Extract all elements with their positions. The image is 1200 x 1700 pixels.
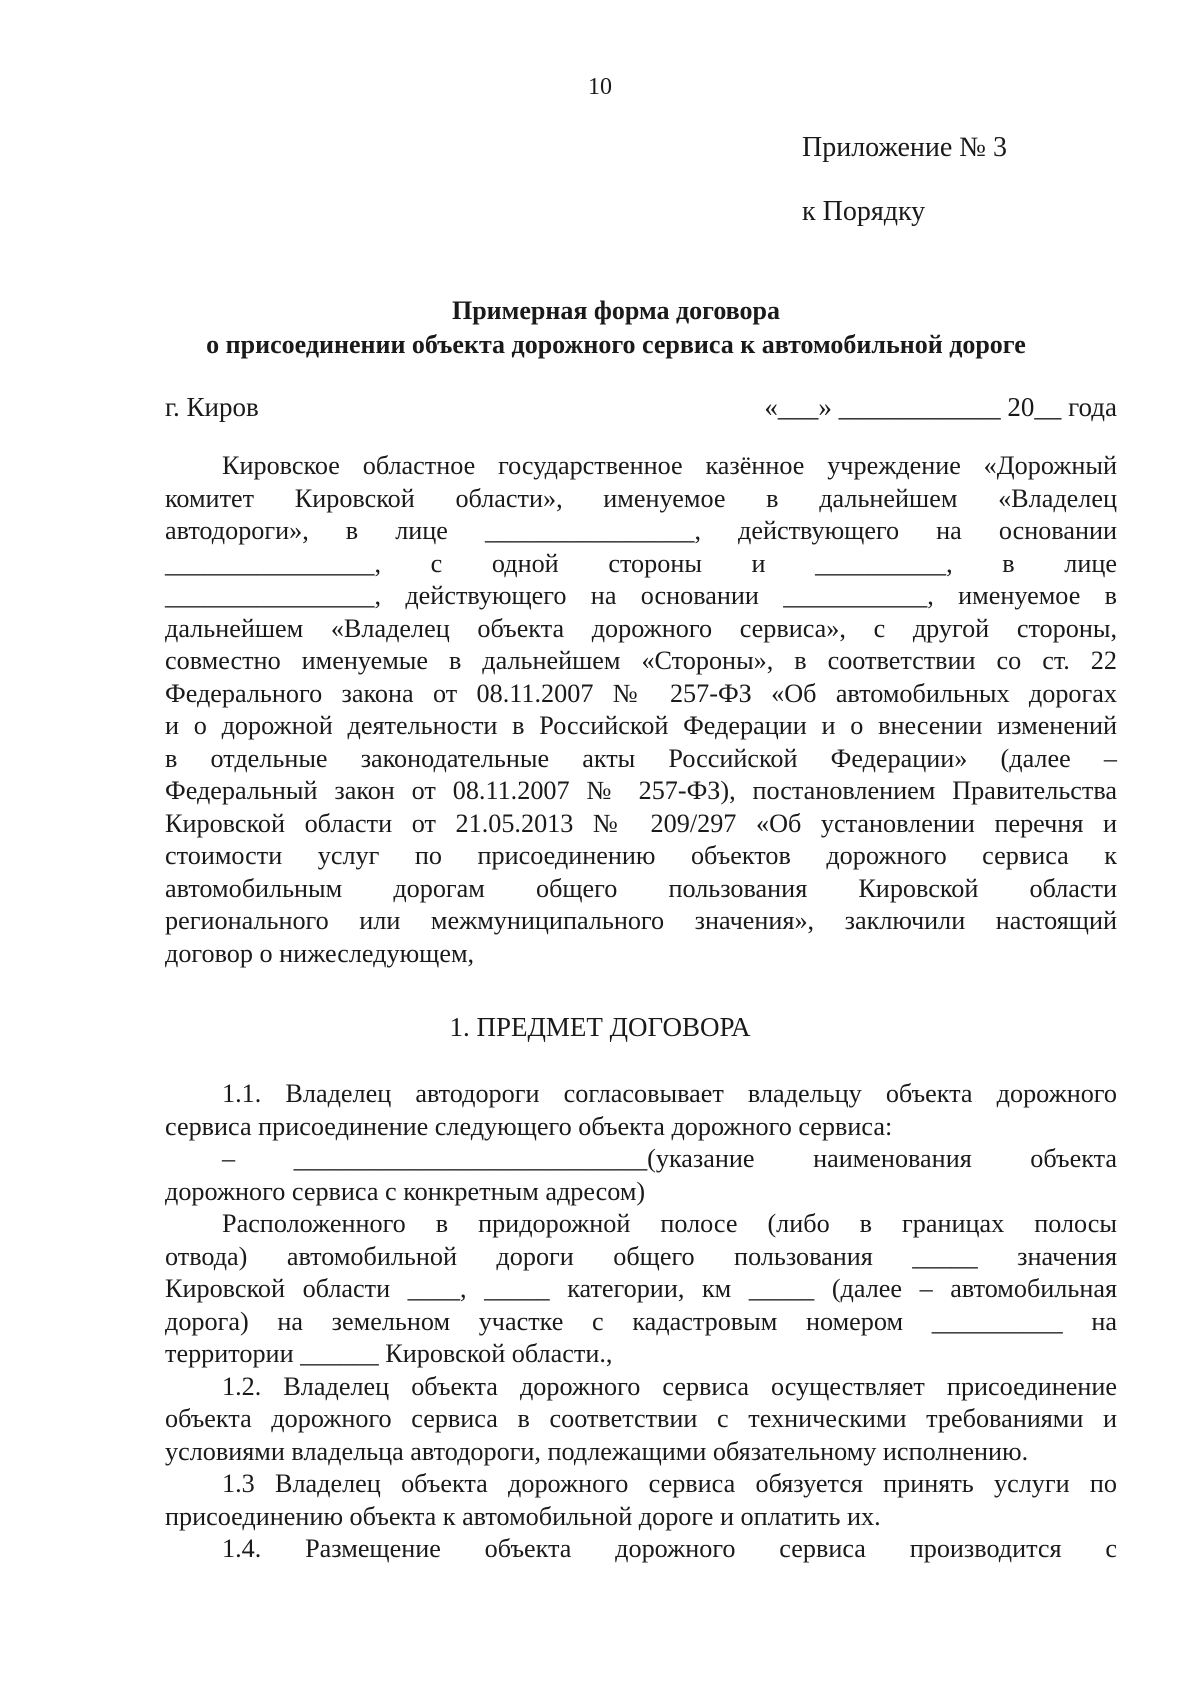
text-line: договор о нижеследующем, — [165, 938, 475, 968]
text-line: Федеральный закон от 08.11.2007 № 257-ФЗ), постановлением Правительства — [165, 776, 1117, 805]
clause-1-1-line: Расположенного в придорожной полосе (либо в границах полосы — [222, 1209, 1117, 1238]
preamble-paragraph — [165, 450, 1117, 970]
section-heading: 1. ПРЕДМЕТ ДОГОВОРА — [449, 1012, 751, 1042]
contract-date: «___» ____________ 20__ года — [764, 392, 1117, 422]
appendix-reference: к Порядку — [802, 196, 926, 227]
appendix-label: Приложение № 3 — [802, 132, 1007, 163]
text-line: Кировской области от 21.05.2013 № 209/297 «Об установлении перечня и — [165, 808, 1117, 838]
text-line: регионального или межмуниципального значения», заключили настоящий — [165, 906, 1117, 935]
text-line: ________________, действующего на основании ___________, именуемое в — [165, 581, 1117, 610]
page-number: 10 — [588, 74, 612, 100]
text-line: Кировское областное государственное казённое учреждение «Дорожный — [222, 451, 1117, 480]
clause-1-1-line: дорожного сервиса с конкретным адресом) — [165, 1176, 646, 1206]
text-line: в отдельные законодательные акты Российской Федерации» (далее – — [165, 743, 1117, 773]
clause-1-2-line: 1.2. Владелец объекта дорожного сервиса осуществляет присоединение — [222, 1371, 1117, 1401]
clause-1-3-line: 1.3 Владелец объекта дорожного сервиса обязуется принять услуги по — [222, 1469, 1117, 1498]
text-line: дальнейшем «Владелец объекта дорожного сервиса», с другой стороны, — [165, 613, 1117, 643]
clause-1-2-line: условиями владельца автодороги, подлежащими обязательному исполнению. — [165, 1436, 1029, 1466]
clause-1-1-line: дорога) на земельном участке с кадастровым номером __________ на — [165, 1306, 1117, 1336]
section-1-body — [165, 1078, 1117, 1566]
text-line: Федерального закона от 08.11.2007 № 257-ФЗ «Об автомобильных дорогах — [165, 678, 1117, 708]
clause-1-3-line: присоединению объекта к автомобильной дороге и оплатить их. — [165, 1501, 881, 1531]
document-title-line-1: Примерная форма договора — [452, 296, 780, 325]
text-line: комитет Кировской области», именуемое в дальнейшем «Владелец — [165, 483, 1117, 513]
clause-1-1-line: 1.1. Владелец автодороги согласовывает владельцу объекта дорожного — [222, 1079, 1117, 1108]
text-line: автомобильным дорогам общего пользования Кировской области — [165, 873, 1117, 903]
text-line: ________________, с одной стороны и __________, в лице — [165, 548, 1117, 578]
clause-1-1-line: – ___________________________(указание наименования объекта — [222, 1144, 1117, 1173]
text-line: совместно именуемые в дальнейшем «Стороны», в соответствии со ст. 22 — [165, 646, 1117, 675]
clause-1-1-line: Кировской области ____, _____ категории, км _____ (далее – автомобильная — [165, 1274, 1117, 1303]
text-line: и о дорожной деятельности в Российской Федерации и о внесении изменений — [165, 711, 1117, 740]
document-title-line-2: о присоединении объекта дорожного сервиса к автомобильной дороге — [206, 330, 1026, 359]
clause-1-2-line: объекта дорожного сервиса в соответствии с техническими требованиями и — [165, 1404, 1117, 1433]
text-line: автодороги», в лице ________________, действующего на основании — [165, 516, 1117, 545]
text-line: стоимости услуг по присоединению объектов дорожного сервиса к — [165, 841, 1117, 870]
clause-1-4-line: 1.4. Размещение объекта дорожного сервиса производится с — [222, 1534, 1117, 1563]
clause-1-1-line: территории ______ Кировской области., — [165, 1339, 613, 1368]
clause-1-1-line: сервиса присоединение следующего объекта дорожного сервиса: — [165, 1111, 893, 1141]
contract-place: г. Киров — [165, 392, 259, 422]
clause-1-1-line: отвода) автомобильной дороги общего пользования _____ значения — [165, 1241, 1117, 1271]
